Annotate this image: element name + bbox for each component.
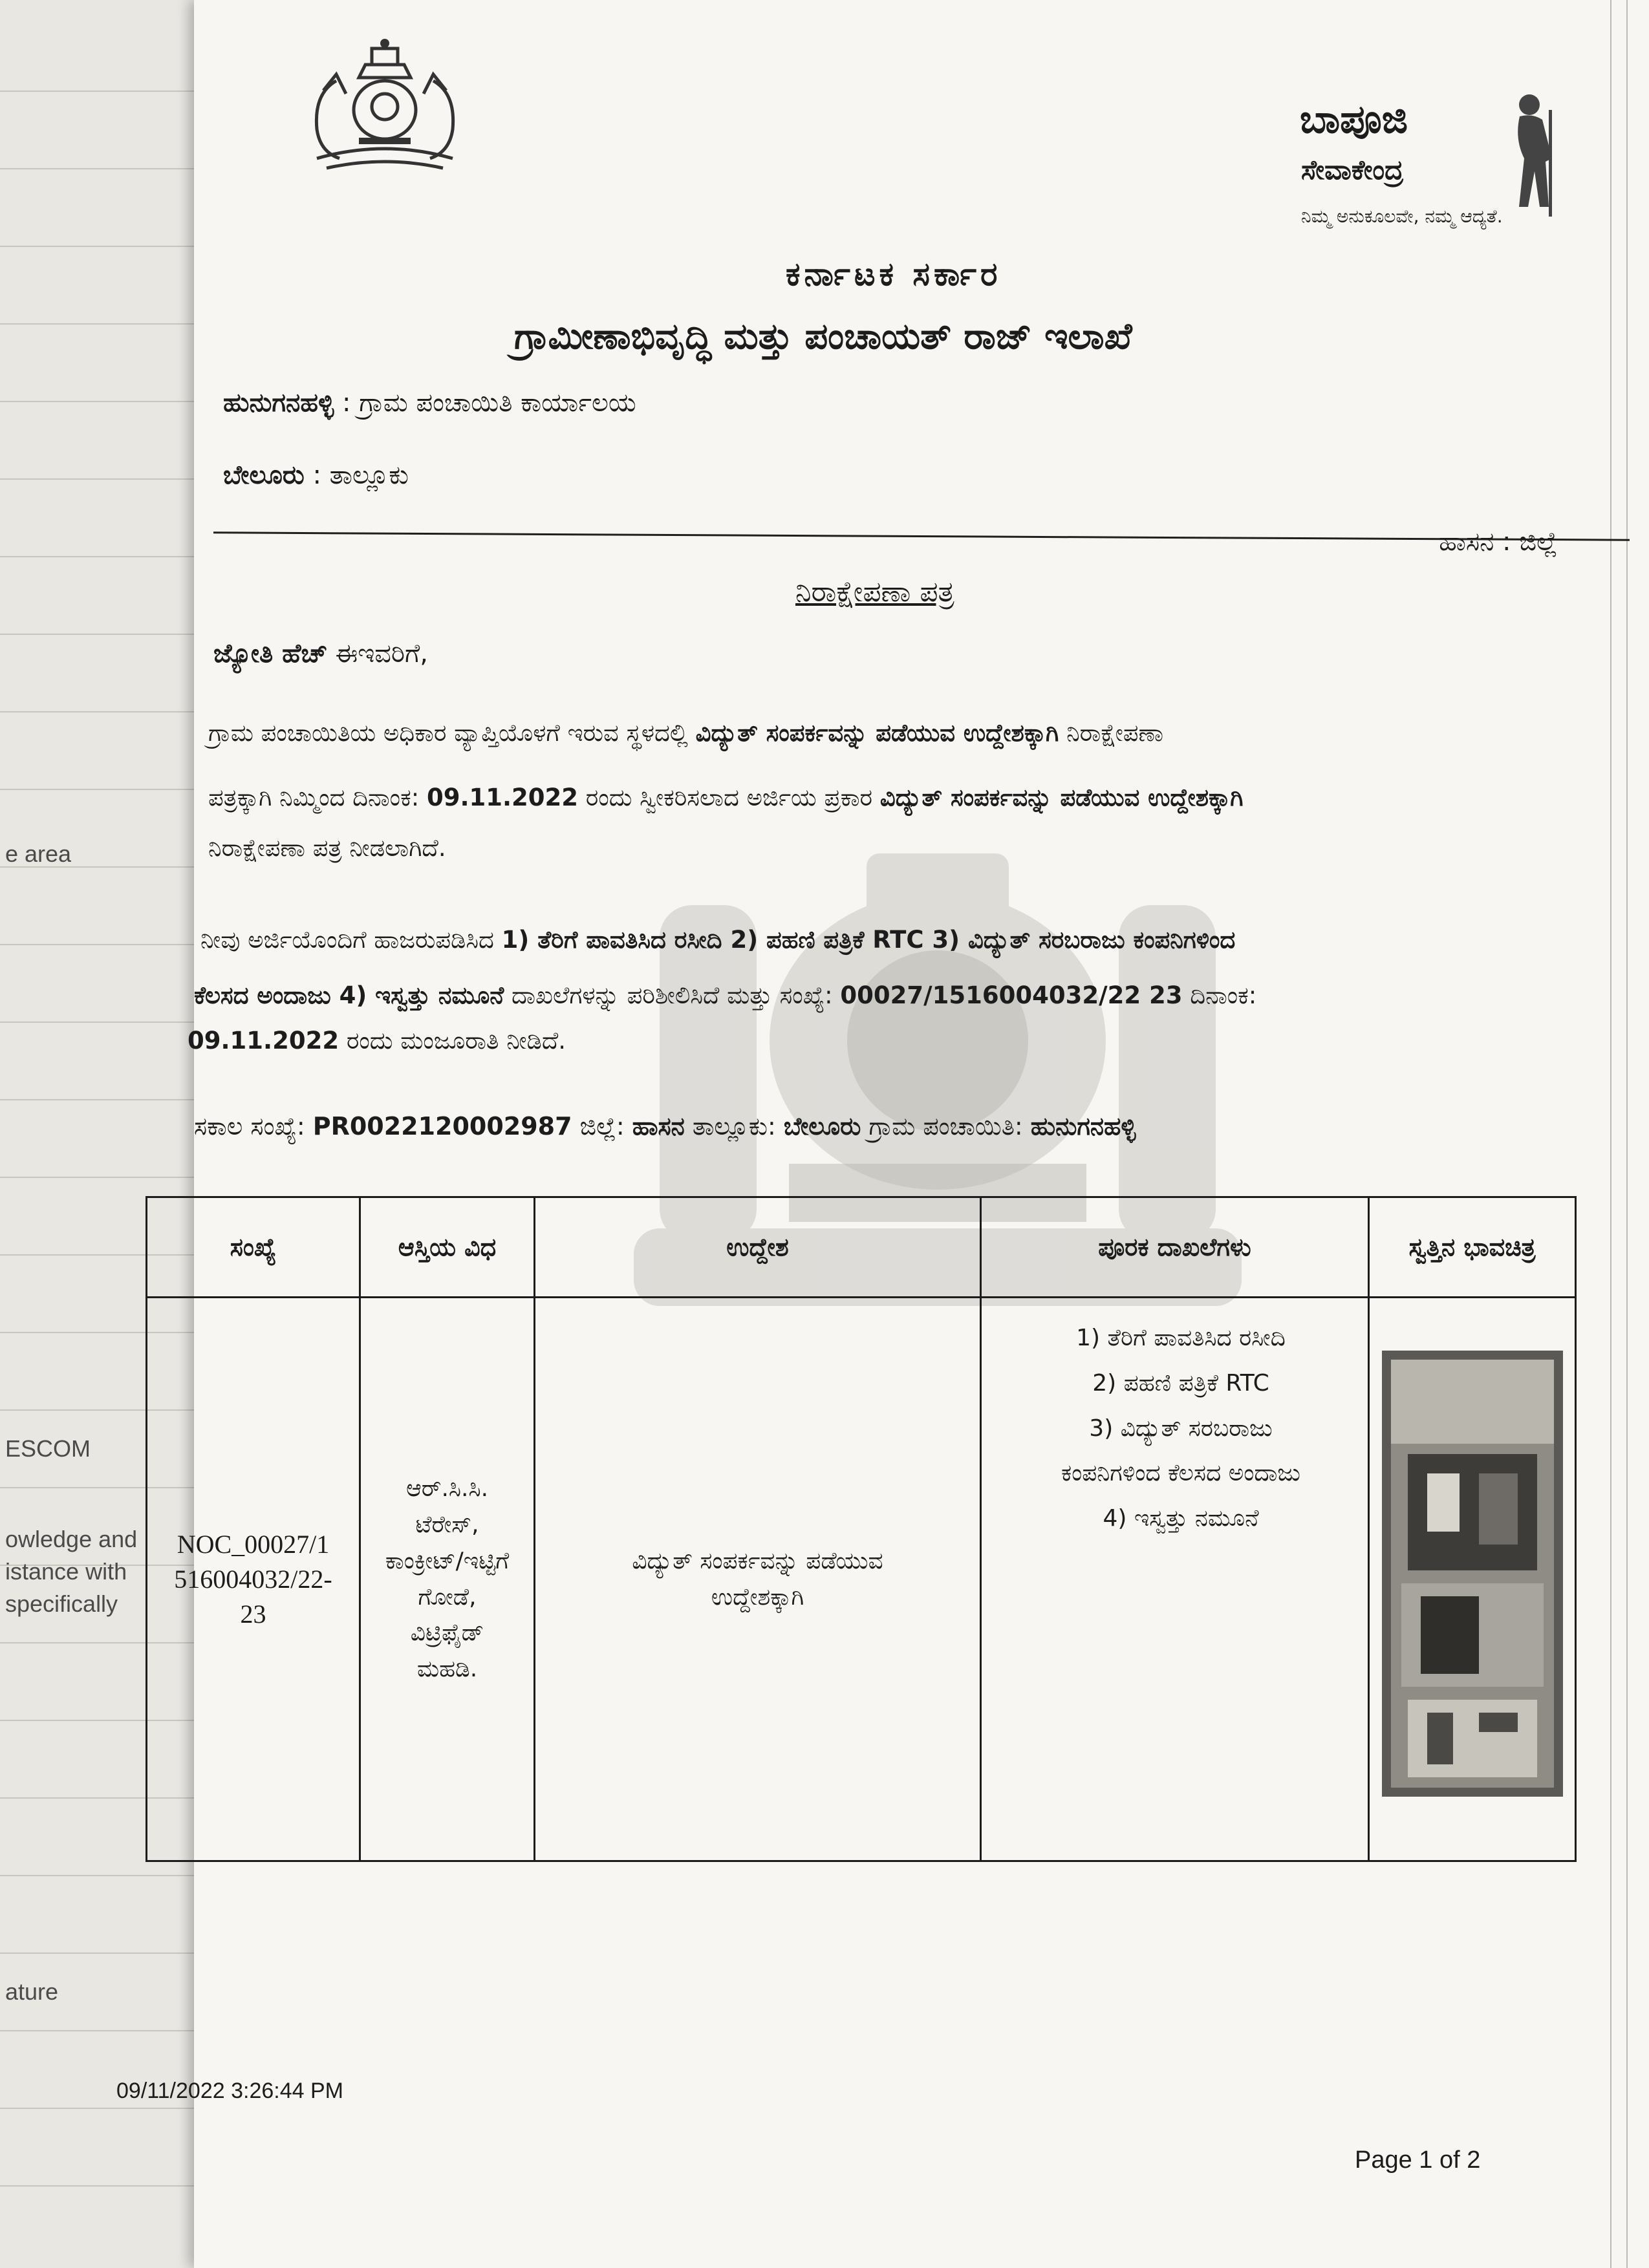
col-header-property-type: ಆಸ್ತಿಯ ವಿಧ xyxy=(360,1197,535,1298)
cell-number: NOC_00027/1 516004032/22- 23 xyxy=(147,1298,360,1861)
underlying-fragment: e area xyxy=(5,840,72,867)
underlying-fragment: owledge and xyxy=(5,1526,138,1552)
karnataka-emblem xyxy=(297,29,472,178)
col-header-number: ಸಂಖ್ಯೆ xyxy=(147,1197,360,1298)
cell-purpose: ವಿದ್ಯುತ್ ಸಂಪರ್ಕವನ್ನು ಪಡೆಯುವ ಉದ್ದೇಶಕ್ಕಾಗಿ xyxy=(535,1298,981,1861)
underlying-fragment: istance with xyxy=(5,1558,127,1585)
underlying-fragment: ESCOM xyxy=(5,1435,91,1462)
gandhi-icon xyxy=(1487,91,1578,220)
para1-line1: ಗ್ರಾಮ ಪಂಚಾಯಿತಿಯ ಅಧಿಕಾರ ವ್ಯಾಪ್ತಿಯೊಳಗೆ ಇರುವ ಸ್ಥಳದಲ್ಲಿ ವಿದ್ಯುತ್ ಸಂಪರ್ಕವನ್ನು ಪಡೆಯುವ ಉದ್ದೇಶಕ್ಕಾಗಿ ನಿರಾಕ್ಷೇಪಣಾ xyxy=(208,719,1164,747)
panchayat-line: ಹುನುಗನಹಳ್ಳಿ : ಗ್ರಾಮ ಪಂಚಾಯಿತಿ ಕಾರ್ಯಾಲಯ xyxy=(223,388,636,418)
logo-title: ಬಾಪೂಜಿ xyxy=(1300,97,1408,142)
taluk-name: ಬೇಲೂರು xyxy=(223,460,305,490)
taluk-line: ಬೇಲೂರು : ತಾಲ್ಲೂಕು xyxy=(223,460,409,490)
addressee: ಜ್ಯೋತಿ ಹೆಚ್ ಈಇವರಿಗೆ, xyxy=(213,639,428,669)
logo-tagline: ನಿಮ್ಮ ಅನುಕೂಲವೇ, ನಮ್ಮ ಆದ್ಯತೆ. xyxy=(1301,206,1503,227)
col-header-purpose: ಉದ್ದೇಶ xyxy=(535,1197,981,1298)
para1-line3: ನಿರಾಕ್ಷೇಪಣಾ ಪತ್ರ ನೀಡಲಾಗಿದೆ. xyxy=(208,834,446,862)
government-title: ಕರ್ನಾಟಕ ಸರ್ಕಾರ xyxy=(786,255,1002,293)
table-header-row xyxy=(147,1197,1576,1298)
cell-property-photo xyxy=(1369,1298,1576,1861)
noc-document-page xyxy=(116,0,1649,2268)
district-line: ಹಾಸನ : ಜಿಲ್ಲೆ xyxy=(1439,527,1558,557)
property-photo xyxy=(1382,1351,1563,1797)
logo-subtitle: ಸೇವಾಕೇಂದ್ರ xyxy=(1301,154,1404,186)
underlying-fragment: specifically xyxy=(5,1590,118,1617)
department-title: ಗ್ರಾಮೀಣಾಭಿವೃದ್ಧಿ ಮತ್ತು ಪಂಚಾಯತ್ ರಾಜ್ ಇಲಾಖೆ xyxy=(514,316,1132,358)
para2-line1: ನೀವು ಅರ್ಜಿಯೊಂದಿಗೆ ಹಾಜರುಪಡಿಸಿದ 1) ತೆರಿಗೆ ಪಾವತಿಸಿದ ರಸೀದಿ 2) ಪಹಣಿ ಪತ್ರಿಕೆ RTC 3) ವಿದ್ಯುತ್ ಸರಬರಾಜು ಕಂಪನಿಗಳಿಂದ xyxy=(200,926,1236,954)
header-divider xyxy=(213,531,1630,540)
underlying-fragment: ature xyxy=(5,1978,59,2005)
cell-documents: 1) ತೆರಿಗೆ ಪಾವತಿಸಿದ ರಸೀದಿ 2) ಪಹಣಿ ಪತ್ರಿಕೆ RTC 3) ವಿದ್ಯುತ್ ಸರಬರಾಜು ಕಂಪನಿಗಳಿಂದ ಕೆಲಸದ ಅಂದಾಜು 4) ಇಸ್ವತ್ತು ನಮೂನೆ xyxy=(981,1298,1369,1861)
print-timestamp: 09/11/2022 3:26:44 PM xyxy=(116,2079,343,2103)
table-row xyxy=(147,1298,1576,1861)
col-header-photo: ಸ್ವತ್ತಿನ ಭಾವಚಿತ್ರ xyxy=(1369,1197,1576,1298)
para2-line2: ಕೆಲಸದ ಅಂದಾಜು 4) ಇಸ್ವತ್ತು ನಮೂನೆ ದಾಖಲೆಗಳನ್ನು ಪರಿಶೀಲಿಸಿದೆ ಮತ್ತು ಸಂಖ್ಯೆ: 00027/1516004032/22 23 ದಿನಾಂಕ: xyxy=(194,981,1257,1009)
para2-line3: 09.11.2022 ರಂದು ಮಂಜೂರಾತಿ ನೀಡಿದೆ. xyxy=(188,1027,566,1054)
cell-property-type: ಆರ್.ಸಿ.ಸಿ. ಟೆರೇಸ್, ಕಾಂಕ್ರೀಟ್/ಇಟ್ಟಿಗೆ ಗೋಡೆ, ವಿಟ್ರಿಫೈಡ್ ಮಹಡಿ. xyxy=(360,1298,535,1861)
page-number: Page 1 of 2 xyxy=(1355,2146,1481,2174)
panchayat-name: ಹುನುಗನಹಳ್ಳಿ xyxy=(223,388,334,418)
letter-subject: ನಿರಾಕ್ಷೇಪಣಾ ಪತ್ರ xyxy=(795,575,954,608)
col-header-documents: ಪೂರಕ ದಾಖಲೆಗಳು xyxy=(981,1197,1369,1298)
noc-details-table xyxy=(146,1196,1577,1862)
sakala-reference: ಸಕಾಲ ಸಂಖ್ಯೆ: PR0022120002987 ಜಿಲ್ಲೆ: ಹಾಸನ ತಾಲ್ಲೂಕು: ಬೇಲೂರು ಗ್ರಾಮ ಪಂಚಾಯಿತಿ: ಹುನುಗನಹಳ್ಳಿ xyxy=(194,1112,1136,1140)
para1-line2: ಪತ್ರಕ್ಕಾಗಿ ನಿಮ್ಮಿಂದ ದಿನಾಂಕ: 09.11.2022 ರಂದು ಸ್ವೀಕರಿಸಲಾದ ಅರ್ಜಿಯ ಪ್ರಕಾರ ವಿದ್ಯುತ್ ಸಂಪರ್ಕವನ್ನು ಪಡೆಯುವ ಉದ್ದೇಶಕ್ಕಾಗಿ xyxy=(208,784,1244,811)
